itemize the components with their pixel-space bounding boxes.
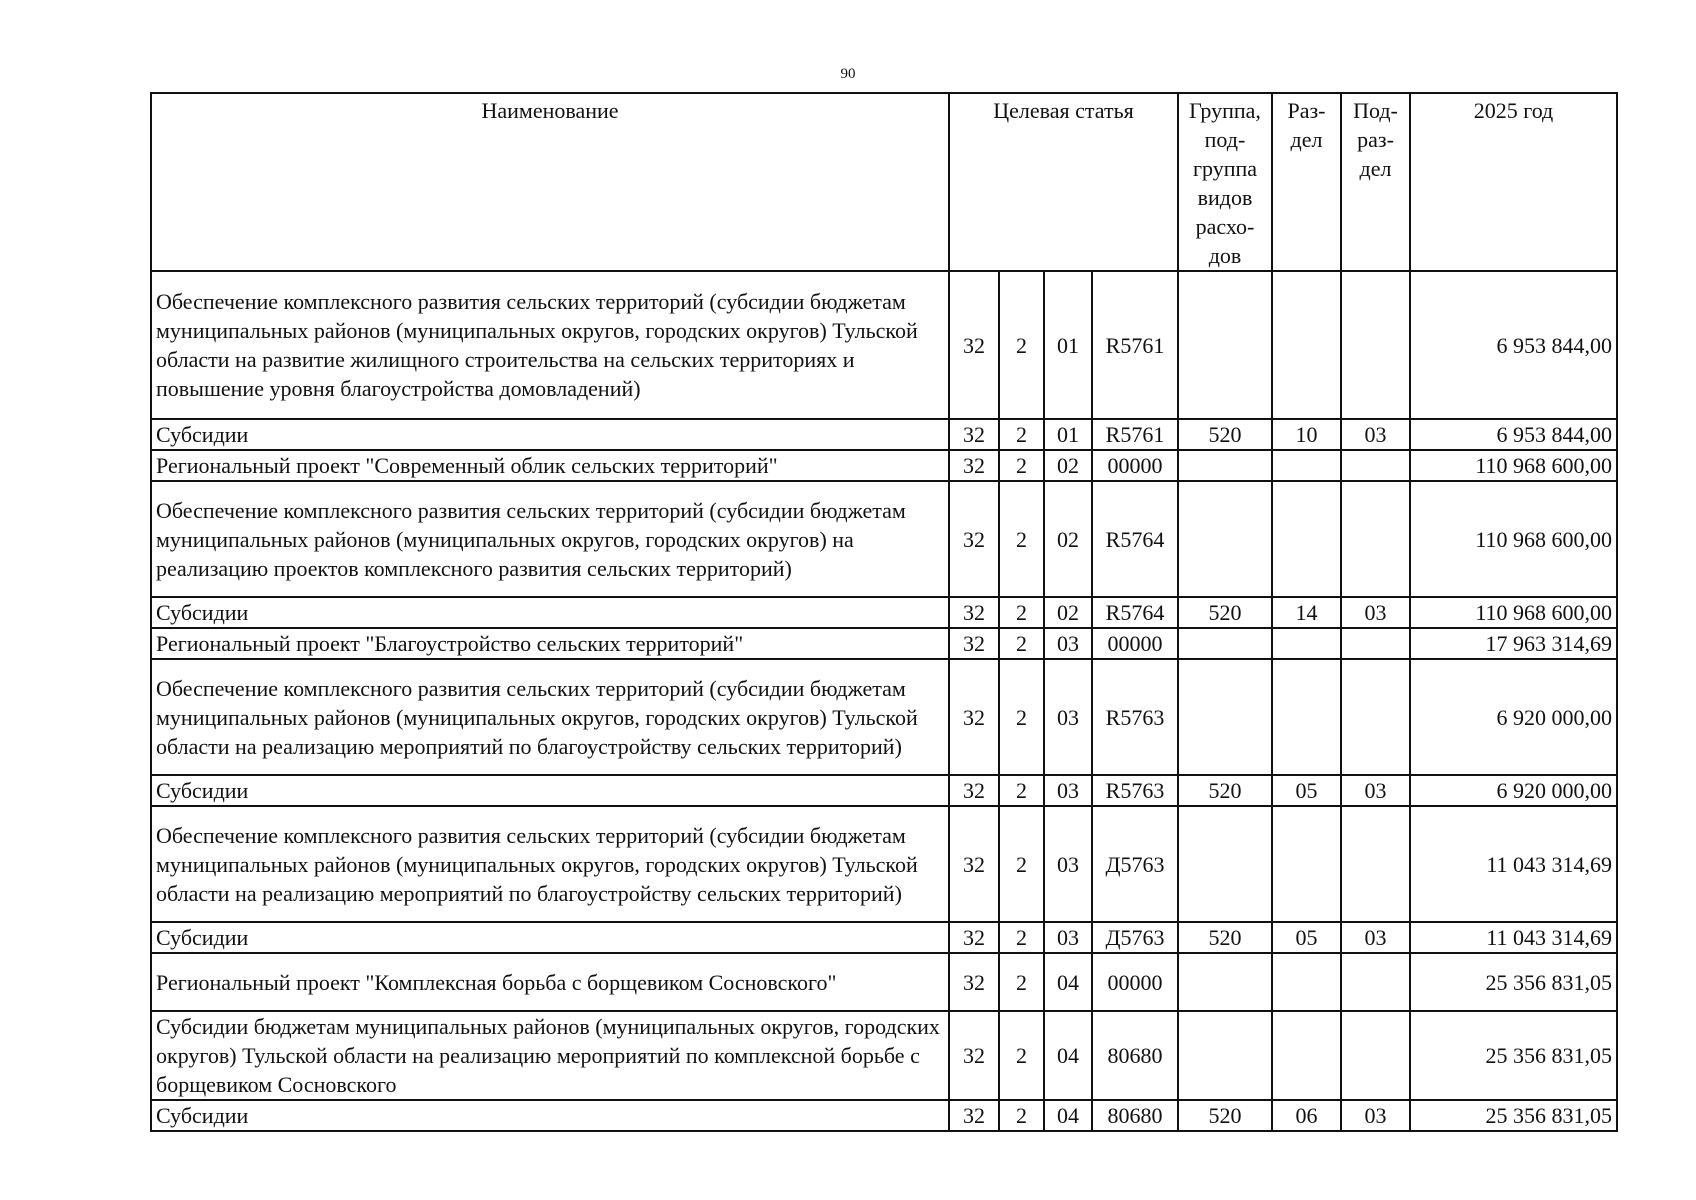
row-subprogram-code-cell: 2 [999,953,1044,1011]
row-section-cell [1272,271,1341,419]
row-subsection-cell [1341,628,1410,659]
row-project-code-cell: 04 [1044,1100,1092,1131]
row-name-cell: Обеспечение комплексного развития сельских территорий (субсидии бюджетам муниципальных районов (муниципальных округов, городских округов) Тульской области на развитие жилищного строительства на сельских территориях и повышение уровня благоустройства домовладений) [151,271,949,419]
row-direction-code-cell: 00000 [1092,953,1178,1011]
row-section-cell [1272,1011,1341,1100]
header-name: Наименование [151,93,949,271]
row-expense-group-cell [1178,628,1272,659]
row-subprogram-code-cell: 2 [999,659,1044,775]
row-name-cell: Региональный проект "Комплексная борьба с борщевиком Сосновского" [151,953,949,1011]
row-program-code-cell: 32 [949,922,999,953]
row-program-code-cell: 32 [949,271,999,419]
table-row [151,659,1617,775]
row-program-code-cell: 32 [949,450,999,481]
table-row [151,450,1617,481]
row-project-code-cell: 02 [1044,481,1092,597]
row-direction-code-cell: 00000 [1092,450,1178,481]
row-amount-cell: 25 356 831,05 [1410,953,1617,1011]
row-name-cell: Субсидии [151,1100,949,1131]
row-name-cell: Региональный проект "Благоустройство сельских территорий" [151,628,949,659]
row-direction-code-cell: R5763 [1092,775,1178,806]
row-project-code-cell: 01 [1044,271,1092,419]
row-direction-code-cell: R5761 [1092,271,1178,419]
row-subprogram-code-cell: 2 [999,419,1044,450]
row-expense-group-cell: 520 [1178,922,1272,953]
row-subsection-cell [1341,1011,1410,1100]
row-amount-cell: 11 043 314,69 [1410,922,1617,953]
row-section-cell: 05 [1272,922,1341,953]
row-subsection-cell: 03 [1341,597,1410,628]
row-subprogram-code-cell: 2 [999,1100,1044,1131]
row-expense-group-cell: 520 [1178,597,1272,628]
row-amount-cell: 6 920 000,00 [1410,659,1617,775]
table-row [151,628,1617,659]
row-program-code-cell: 32 [949,806,999,922]
row-section-cell: 05 [1272,775,1341,806]
row-expense-group-cell [1178,450,1272,481]
row-subsection-cell [1341,953,1410,1011]
row-subprogram-code-cell: 2 [999,1011,1044,1100]
row-amount-cell: 6 953 844,00 [1410,419,1617,450]
row-expense-group-cell: 520 [1178,419,1272,450]
row-section-cell [1272,806,1341,922]
row-subprogram-code-cell: 2 [999,775,1044,806]
row-section-cell: 14 [1272,597,1341,628]
row-subsection-cell: 03 [1341,419,1410,450]
row-program-code-cell: 32 [949,1100,999,1131]
row-subprogram-code-cell: 2 [999,271,1044,419]
row-project-code-cell: 03 [1044,659,1092,775]
table-row [151,775,1617,806]
row-program-code-cell: 32 [949,953,999,1011]
row-subprogram-code-cell: 2 [999,481,1044,597]
row-direction-code-cell: R5763 [1092,659,1178,775]
row-amount-cell: 110 968 600,00 [1410,450,1617,481]
row-direction-code-cell: 80680 [1092,1100,1178,1131]
header-section: Раз-дел [1272,93,1341,271]
table-row [151,953,1617,1011]
table-row [151,597,1617,628]
header-target-article: Целевая статья [949,93,1178,271]
row-amount-cell: 6 953 844,00 [1410,271,1617,419]
row-subprogram-code-cell: 2 [999,450,1044,481]
row-subprogram-code-cell: 2 [999,806,1044,922]
row-expense-group-cell: 520 [1178,1100,1272,1131]
budget-table [150,92,1618,1132]
row-expense-group-cell [1178,1011,1272,1100]
row-direction-code-cell: Д5763 [1092,806,1178,922]
row-subsection-cell: 03 [1341,1100,1410,1131]
row-program-code-cell: 32 [949,1011,999,1100]
row-name-cell: Субсидии [151,419,949,450]
row-section-cell [1272,628,1341,659]
row-subsection-cell [1341,271,1410,419]
row-section-cell [1272,450,1341,481]
row-direction-code-cell: R5764 [1092,597,1178,628]
row-program-code-cell: 32 [949,628,999,659]
row-subsection-cell: 03 [1341,922,1410,953]
row-section-cell [1272,481,1341,597]
row-expense-group-cell [1178,481,1272,597]
row-project-code-cell: 03 [1044,922,1092,953]
row-name-cell: Субсидии [151,597,949,628]
row-direction-code-cell: R5764 [1092,481,1178,597]
row-direction-code-cell: 00000 [1092,628,1178,659]
row-subprogram-code-cell: 2 [999,597,1044,628]
row-amount-cell: 17 963 314,69 [1410,628,1617,659]
row-project-code-cell: 04 [1044,1011,1092,1100]
row-section-cell [1272,659,1341,775]
header-row [151,93,1617,271]
row-direction-code-cell: R5761 [1092,419,1178,450]
row-name-cell: Субсидии бюджетам муниципальных районов (муниципальных округов, городских округов) Тульской области на реализацию мероприятий по комплексной борьбе с борщевиком Сосновского [151,1011,949,1100]
row-subsection-cell [1341,450,1410,481]
row-amount-cell: 110 968 600,00 [1410,481,1617,597]
row-project-code-cell: 03 [1044,775,1092,806]
row-name-cell: Обеспечение комплексного развития сельских территорий (субсидии бюджетам муниципальных районов (муниципальных округов, городских округов) на реализацию проектов комплексного развития сельских территорий) [151,481,949,597]
row-expense-group-cell [1178,953,1272,1011]
row-name-cell: Обеспечение комплексного развития сельских территорий (субсидии бюджетам муниципальных районов (муниципальных округов, городских округов) Тульской области на реализацию мероприятий по благоустройству сельских территорий) [151,806,949,922]
row-program-code-cell: 32 [949,481,999,597]
table-row [151,271,1617,419]
header-expense-group: Группа, под-группа видов расхо-дов [1178,93,1272,271]
row-subsection-cell [1341,481,1410,597]
row-program-code-cell: 32 [949,775,999,806]
row-subsection-cell: 03 [1341,775,1410,806]
row-program-code-cell: 32 [949,419,999,450]
header-subsection: Под-раз-дел [1341,93,1410,271]
row-project-code-cell: 04 [1044,953,1092,1011]
row-section-cell: 06 [1272,1100,1341,1131]
row-expense-group-cell [1178,271,1272,419]
table-row [151,1011,1617,1100]
row-amount-cell: 25 356 831,05 [1410,1011,1617,1100]
row-amount-cell: 6 920 000,00 [1410,775,1617,806]
row-project-code-cell: 03 [1044,628,1092,659]
row-amount-cell: 11 043 314,69 [1410,806,1617,922]
row-program-code-cell: 32 [949,597,999,628]
row-project-code-cell: 03 [1044,806,1092,922]
row-program-code-cell: 32 [949,659,999,775]
row-section-cell: 10 [1272,419,1341,450]
row-project-code-cell: 01 [1044,419,1092,450]
row-amount-cell: 110 968 600,00 [1410,597,1617,628]
table-row [151,1100,1617,1131]
page-number: 90 [840,66,856,82]
row-name-cell: Обеспечение комплексного развития сельских территорий (субсидии бюджетам муниципальных районов (муниципальных округов, городских округов) Тульской области на реализацию мероприятий по благоустройству сельских территорий) [151,659,949,775]
header-year: 2025 год [1410,93,1617,271]
row-name-cell: Субсидии [151,775,949,806]
table-row [151,481,1617,597]
row-name-cell: Региональный проект "Современный облик сельских территорий" [151,450,949,481]
row-subprogram-code-cell: 2 [999,922,1044,953]
row-expense-group-cell [1178,806,1272,922]
row-direction-code-cell: 80680 [1092,1011,1178,1100]
row-project-code-cell: 02 [1044,597,1092,628]
row-amount-cell: 25 356 831,05 [1410,1100,1617,1131]
table-row [151,922,1617,953]
row-expense-group-cell: 520 [1178,775,1272,806]
row-expense-group-cell [1178,659,1272,775]
row-subsection-cell [1341,659,1410,775]
row-name-cell: Субсидии [151,922,949,953]
row-direction-code-cell: Д5763 [1092,922,1178,953]
row-section-cell [1272,953,1341,1011]
row-subsection-cell [1341,806,1410,922]
row-project-code-cell: 02 [1044,450,1092,481]
table-row [151,806,1617,922]
row-subprogram-code-cell: 2 [999,628,1044,659]
table-row [151,419,1617,450]
